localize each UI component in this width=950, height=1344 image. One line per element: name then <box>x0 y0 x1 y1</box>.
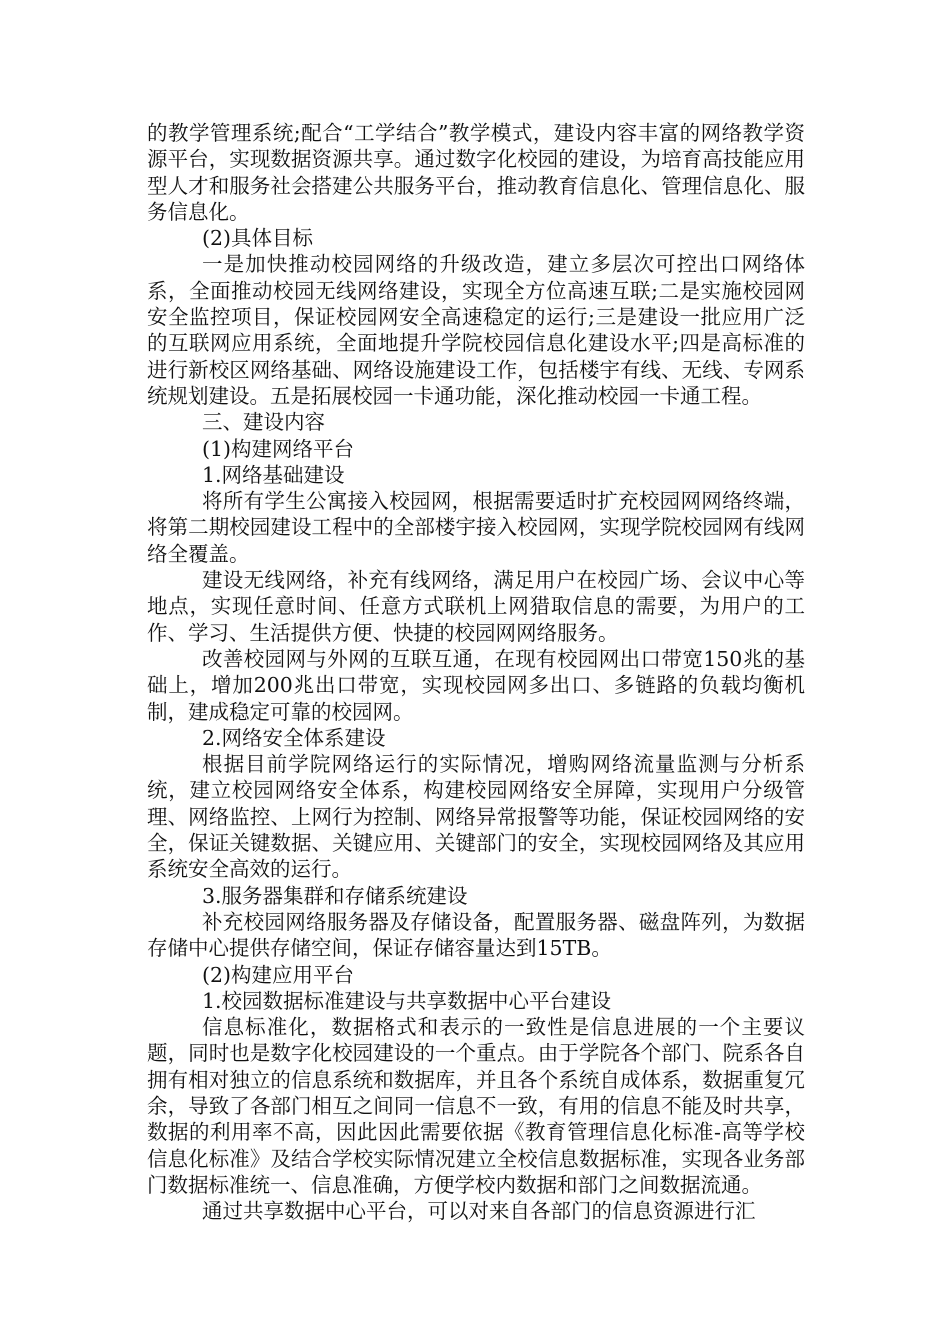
subheading-network-infrastructure: 1.网络基础建设 <box>202 462 345 487</box>
subheading-network-platform: (1)构建网络平台 <box>202 436 355 461</box>
subheading-network-security: 2.网络安全体系建设 <box>202 725 386 750</box>
paragraph-goals: 一是加快推动校园网络的升级改造，建立多层次可控出口网络体系，全面推动校园无线网络建设，实现全方位高速互联;二是实施校园网安全监控项目，保证校园网安全高速稳定的运行;三是建设一批应用广泛的互联网应用系统，全面地提升学院校园信息化建设水平;四是高标准的进行新校区网络基础、网络设施建设工作，包括楼宇有线、无线、专网系统规划建设。五是拓展校园一卡通功能，深化推动校园一卡通工程。 <box>147 252 805 408</box>
subheading-specific-goals: (2)具体目标 <box>202 226 314 251</box>
subheading-data-standard: 1.校园数据标准建设与共享数据中心平台建设 <box>202 988 612 1013</box>
subheading-application-platform: (2)构建应用平台 <box>202 962 355 987</box>
paragraph-continuation: 的教学管理系统;配合“工学结合”教学模式，建设内容丰富的网络教学资源平台，实现数据资源共享。通过数字化校园的建设，为培育高技能应用型人才和服务社会搭建公共服务平台，推动教育信息化、管理信息化、服务信息化。 <box>147 121 805 224</box>
paragraph-security-system: 根据目前学院网络运行的实际情况，增购网络流量监测与分析系统，建立校园网络安全体系，构建校园网络安全屏障，实现用户分级管理、网络监控、上网行为控制、网络异常报警等功能，保证校园网络的安全，保证关键数据、关键应用、关键部门的安全，实现校园网络及其应用系统安全高效的运行。 <box>147 752 805 882</box>
paragraph-wireless-network: 建设无线网络，补充有线网络，满足用户在校园广场、会议中心等地点，实现任意时间、任意方式联机上网猎取信息的需要，为用户的工作、学习、生活提供方便、快捷的校园网网络服务。 <box>147 568 805 645</box>
paragraph-bandwidth: 改善校园网与外网的互联互通，在现有校园网出口带宽150兆的基础上，增加200兆出口带宽，实现校园网多出口、多链路的负载均衡机制，建成稳定可靠的校园网。 <box>147 646 805 724</box>
paragraph-storage: 补充校园网络服务器及存储设备，配置服务器、磁盘阵列，为数据存储中心提供存储空间，保证存储容量达到15TB。 <box>147 909 805 961</box>
paragraph-dormitory-access: 将所有学生公寓接入校园网，根据需要适时扩充校园网网络终端，将第二期校园建设工程中的全部楼宇接入校园网，实现学院校园网有线网络全覆盖。 <box>147 489 805 566</box>
subheading-server-storage: 3.服务器集群和存储系统建设 <box>202 883 468 908</box>
paragraph-data-standard: 信息标准化，数据格式和表示的一致性是信息进展的一个主要议题，同时也是数字化校园建设的一个重点。由于学院各个部门、院系各自拥有相对独立的信息系统和数据库，并且各个系统自成体系，数据重复冗余，导致了各部门相互之间同一信息不一致，有用的信息不能及时共享，数据的利用率不高，因此因此需要依据《教育管理信息化标准-高等学校信息化标准》及结合学校实际情况建立全校信息数据标准，实现各业务部门数据标准统一、信息准确，方便学校内数据和部门之间数据流通。 <box>147 1015 805 1197</box>
document-page <box>147 120 805 1224</box>
section-heading-construction-content: 三、建设内容 <box>202 410 325 435</box>
paragraph-shared-data-center: 通过共享数据中心平台，可以对来自各部门的信息资源进行汇 <box>202 1199 756 1224</box>
